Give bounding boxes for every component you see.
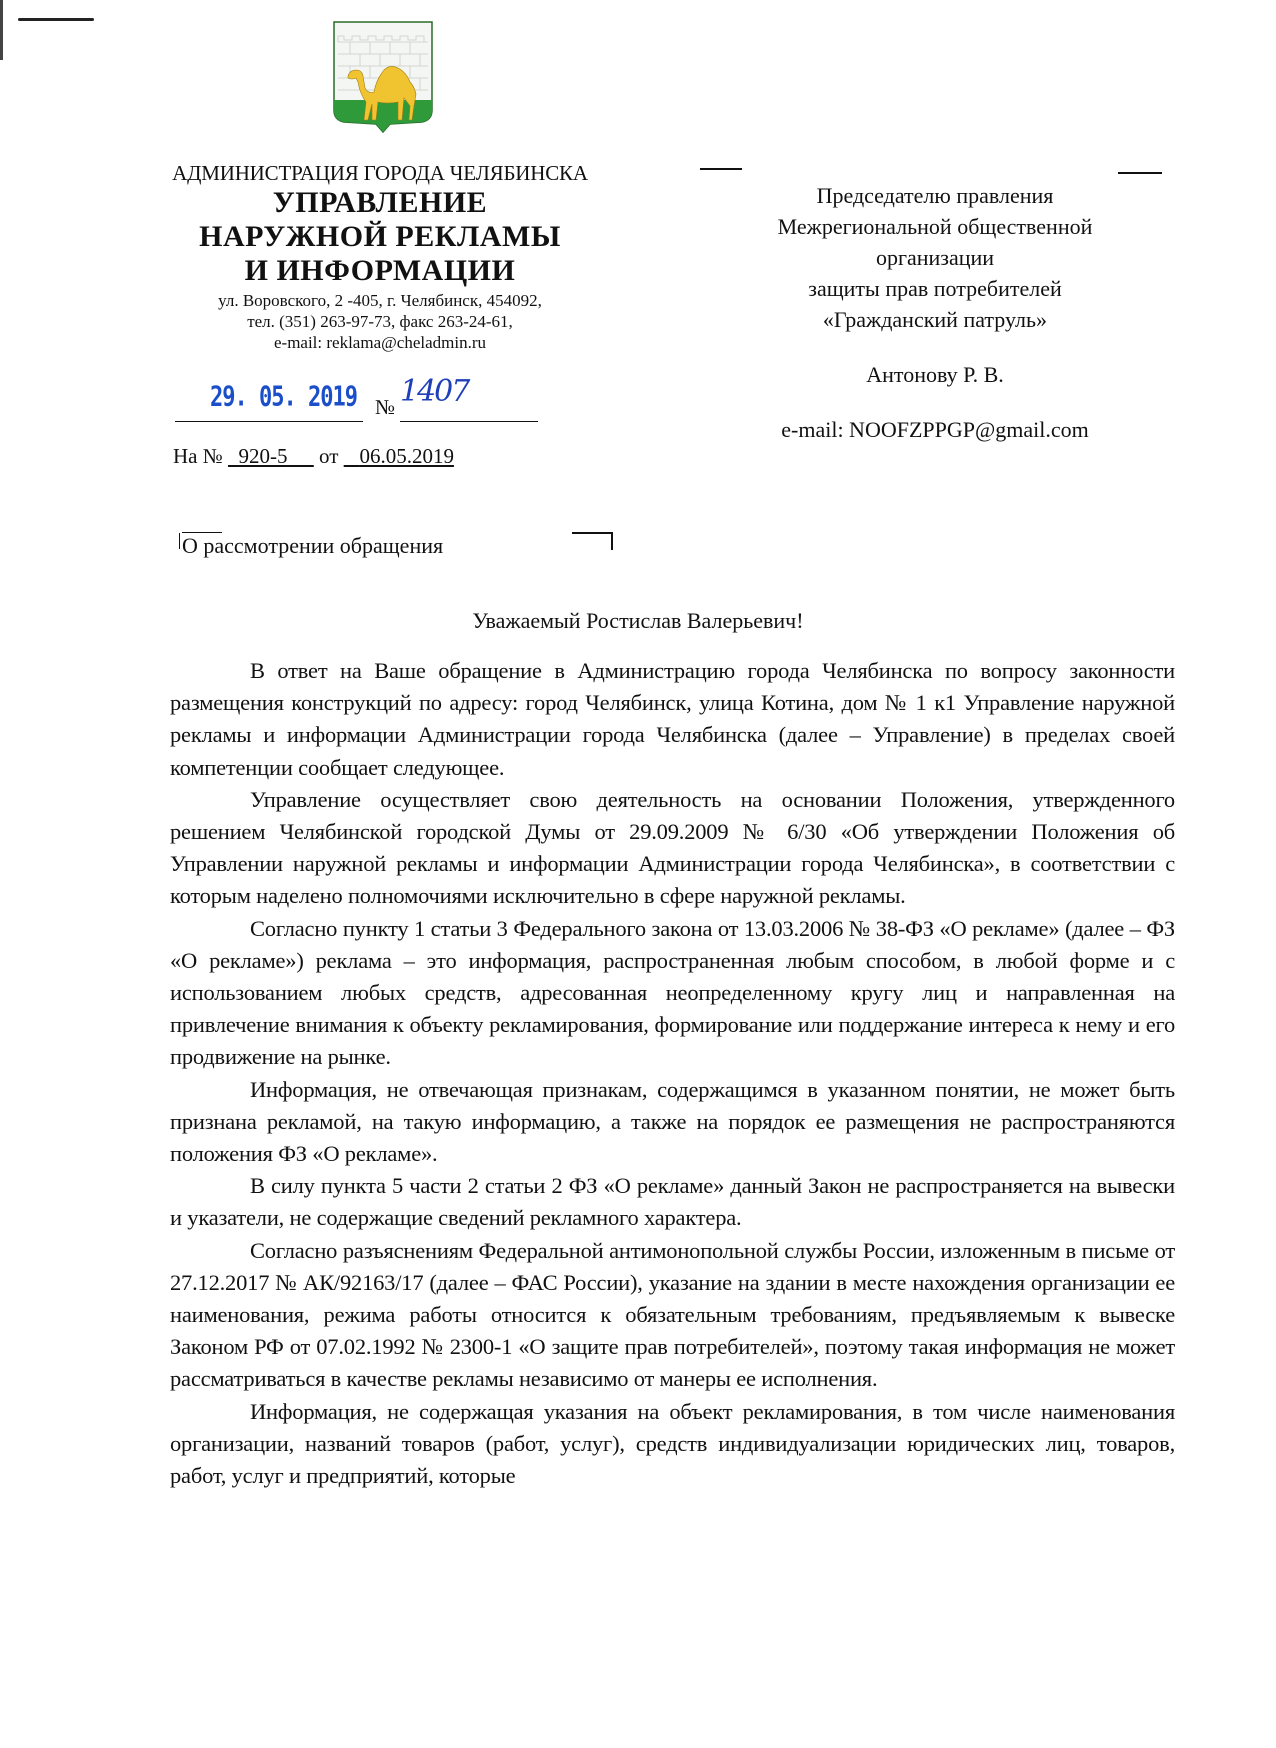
body-paragraph: Управление осуществляет свою деятельность на основании Положения, утвержденного решением Челябинской городской Думы от 29.09.2009 № 6/30 «Об утверждении Положения об Управлении наружной рекламы и информации Администрации города Челябинска», в соответствии с которым наделено полномочиями исключительно в сфере наружной рекламы. — [170, 786, 1175, 909]
ref-from-label: от — [319, 444, 339, 468]
salutation: Уважаемый Ростислав Валерьевич! — [472, 608, 804, 633]
letter-subject: О рассмотрении обращения — [182, 533, 444, 558]
body-paragraph: Информация, не содержащая указания на объект рекламирования, в том числе наименования организации, названий товаров (работ, услуг), средств индивидуализации юридических лиц, товаров, работ, услуг и предприятий, которые — [170, 1398, 1175, 1489]
body-paragraph: Согласно разъяснениям Федеральной антимонопольной службы России, изложенным в письме от 27.12.2017 № АК/92163/17 (далее – ФАС России), указание на здании в месте нахождения организации ее наименования, режима работы относится к обязательным требованиям, предъявляемым к вывеске Законом РФ от 07.02.1992 № 2300-1 «О защите прав потребителей», поэтому такая информация не может рассматриваться в качестве рекламы независимо от манеры ее исполнения. — [170, 1237, 1175, 1392]
date-underline — [175, 421, 363, 422]
handwritten-outgoing-number: 1407 — [400, 374, 469, 409]
subject-bracket-right-vertical — [611, 532, 613, 550]
body-paragraph: В силу пункта 5 части 2 статьи 2 ФЗ «О рекламе» данный Закон не распространяется на вывески и указатели, не содержащие сведений рекламного характера. — [170, 1173, 1175, 1231]
scan-edge-mark — [0, 0, 3, 60]
recipient-line: организации — [875, 245, 995, 270]
reference-row — [173, 444, 454, 469]
body-paragraph: В ответ на Ваше обращение в Администрацию города Челябинска по вопросу законности размещения конструкций по адресу: город Челябинск, улица Котина, дом № 1 к1 Управление наружной рекламы и информации Администрации города Челябинска (далее – Управление) в пределах своей компетенции сообщает следующее. — [170, 658, 1175, 780]
recipient-name: Антонову Р. В. — [866, 362, 1004, 387]
recipient-block — [720, 180, 1150, 445]
sender-letterhead — [160, 160, 600, 353]
subject-bracket-left-vertical — [179, 533, 180, 549]
department-name-line-1: УПРАВЛЕНИЕ — [272, 186, 488, 219]
department-name-line-3: И ИНФОРМАЦИИ — [244, 254, 516, 287]
recipient-line: «Гражданский патруль» — [822, 307, 1048, 332]
ref-date: 06.05.2019 — [359, 444, 454, 468]
subject-bracket-right-horizontal — [572, 532, 612, 534]
registration-date-stamp: 29. 05. 2019 — [210, 381, 357, 414]
number-underline — [400, 421, 538, 422]
recipient-corner-mark-right — [1118, 172, 1162, 174]
ref-prefix: На № — [173, 444, 223, 468]
scan-corner-mark — [18, 18, 94, 21]
recipient-corner-mark-left — [700, 168, 742, 170]
administration-name: АДМИНИСТРАЦИЯ ГОРОДА ЧЕЛЯБИНСКА — [172, 161, 588, 185]
chelyabinsk-coat-of-arms-icon — [332, 20, 434, 133]
sender-phone: тел. (351) 263-97-73, факс 263-24-61, — [247, 312, 513, 331]
body-paragraph: Согласно пункту 1 статьи 3 Федерального закона от 13.03.2006 № 38-ФЗ «О рекламе» (далее – ФЗ «О рекламе») реклама – это информация, распространенная любым способом, в любой форме и с использованием любых средств, адресованная неопределенному кругу лиц и направленная на привлечение внимания к объекту рекламирования, формирование или поддержание интереса к нему и его продвижение на рынке. — [170, 915, 1175, 1070]
recipient-line: Председателю правления — [816, 183, 1054, 208]
sender-address: ул. Воровского, 2 -405, г. Челябинск, 454092, — [218, 291, 542, 310]
ref-number: 920-5 — [238, 444, 288, 468]
number-label: № — [375, 395, 396, 419]
recipient-email: e-mail: NOOFZPPGP@gmail.com — [781, 417, 1089, 442]
letter-body — [170, 655, 1175, 1492]
recipient-line: Межрегиональной общественной — [777, 214, 1093, 239]
recipient-line: защиты прав потребителей — [808, 276, 1062, 301]
department-name-line-2: НАРУЖНОЙ РЕКЛАМЫ — [199, 220, 561, 253]
sender-email: e-mail: reklama@cheladmin.ru — [273, 333, 486, 352]
body-paragraph: Информация, не отвечающая признакам, содержащимся в указанном понятии, не может быть признана рекламой, на такую информацию, а также на порядок ее размещения не распространяются положения ФЗ «О рекламе». — [170, 1076, 1175, 1167]
